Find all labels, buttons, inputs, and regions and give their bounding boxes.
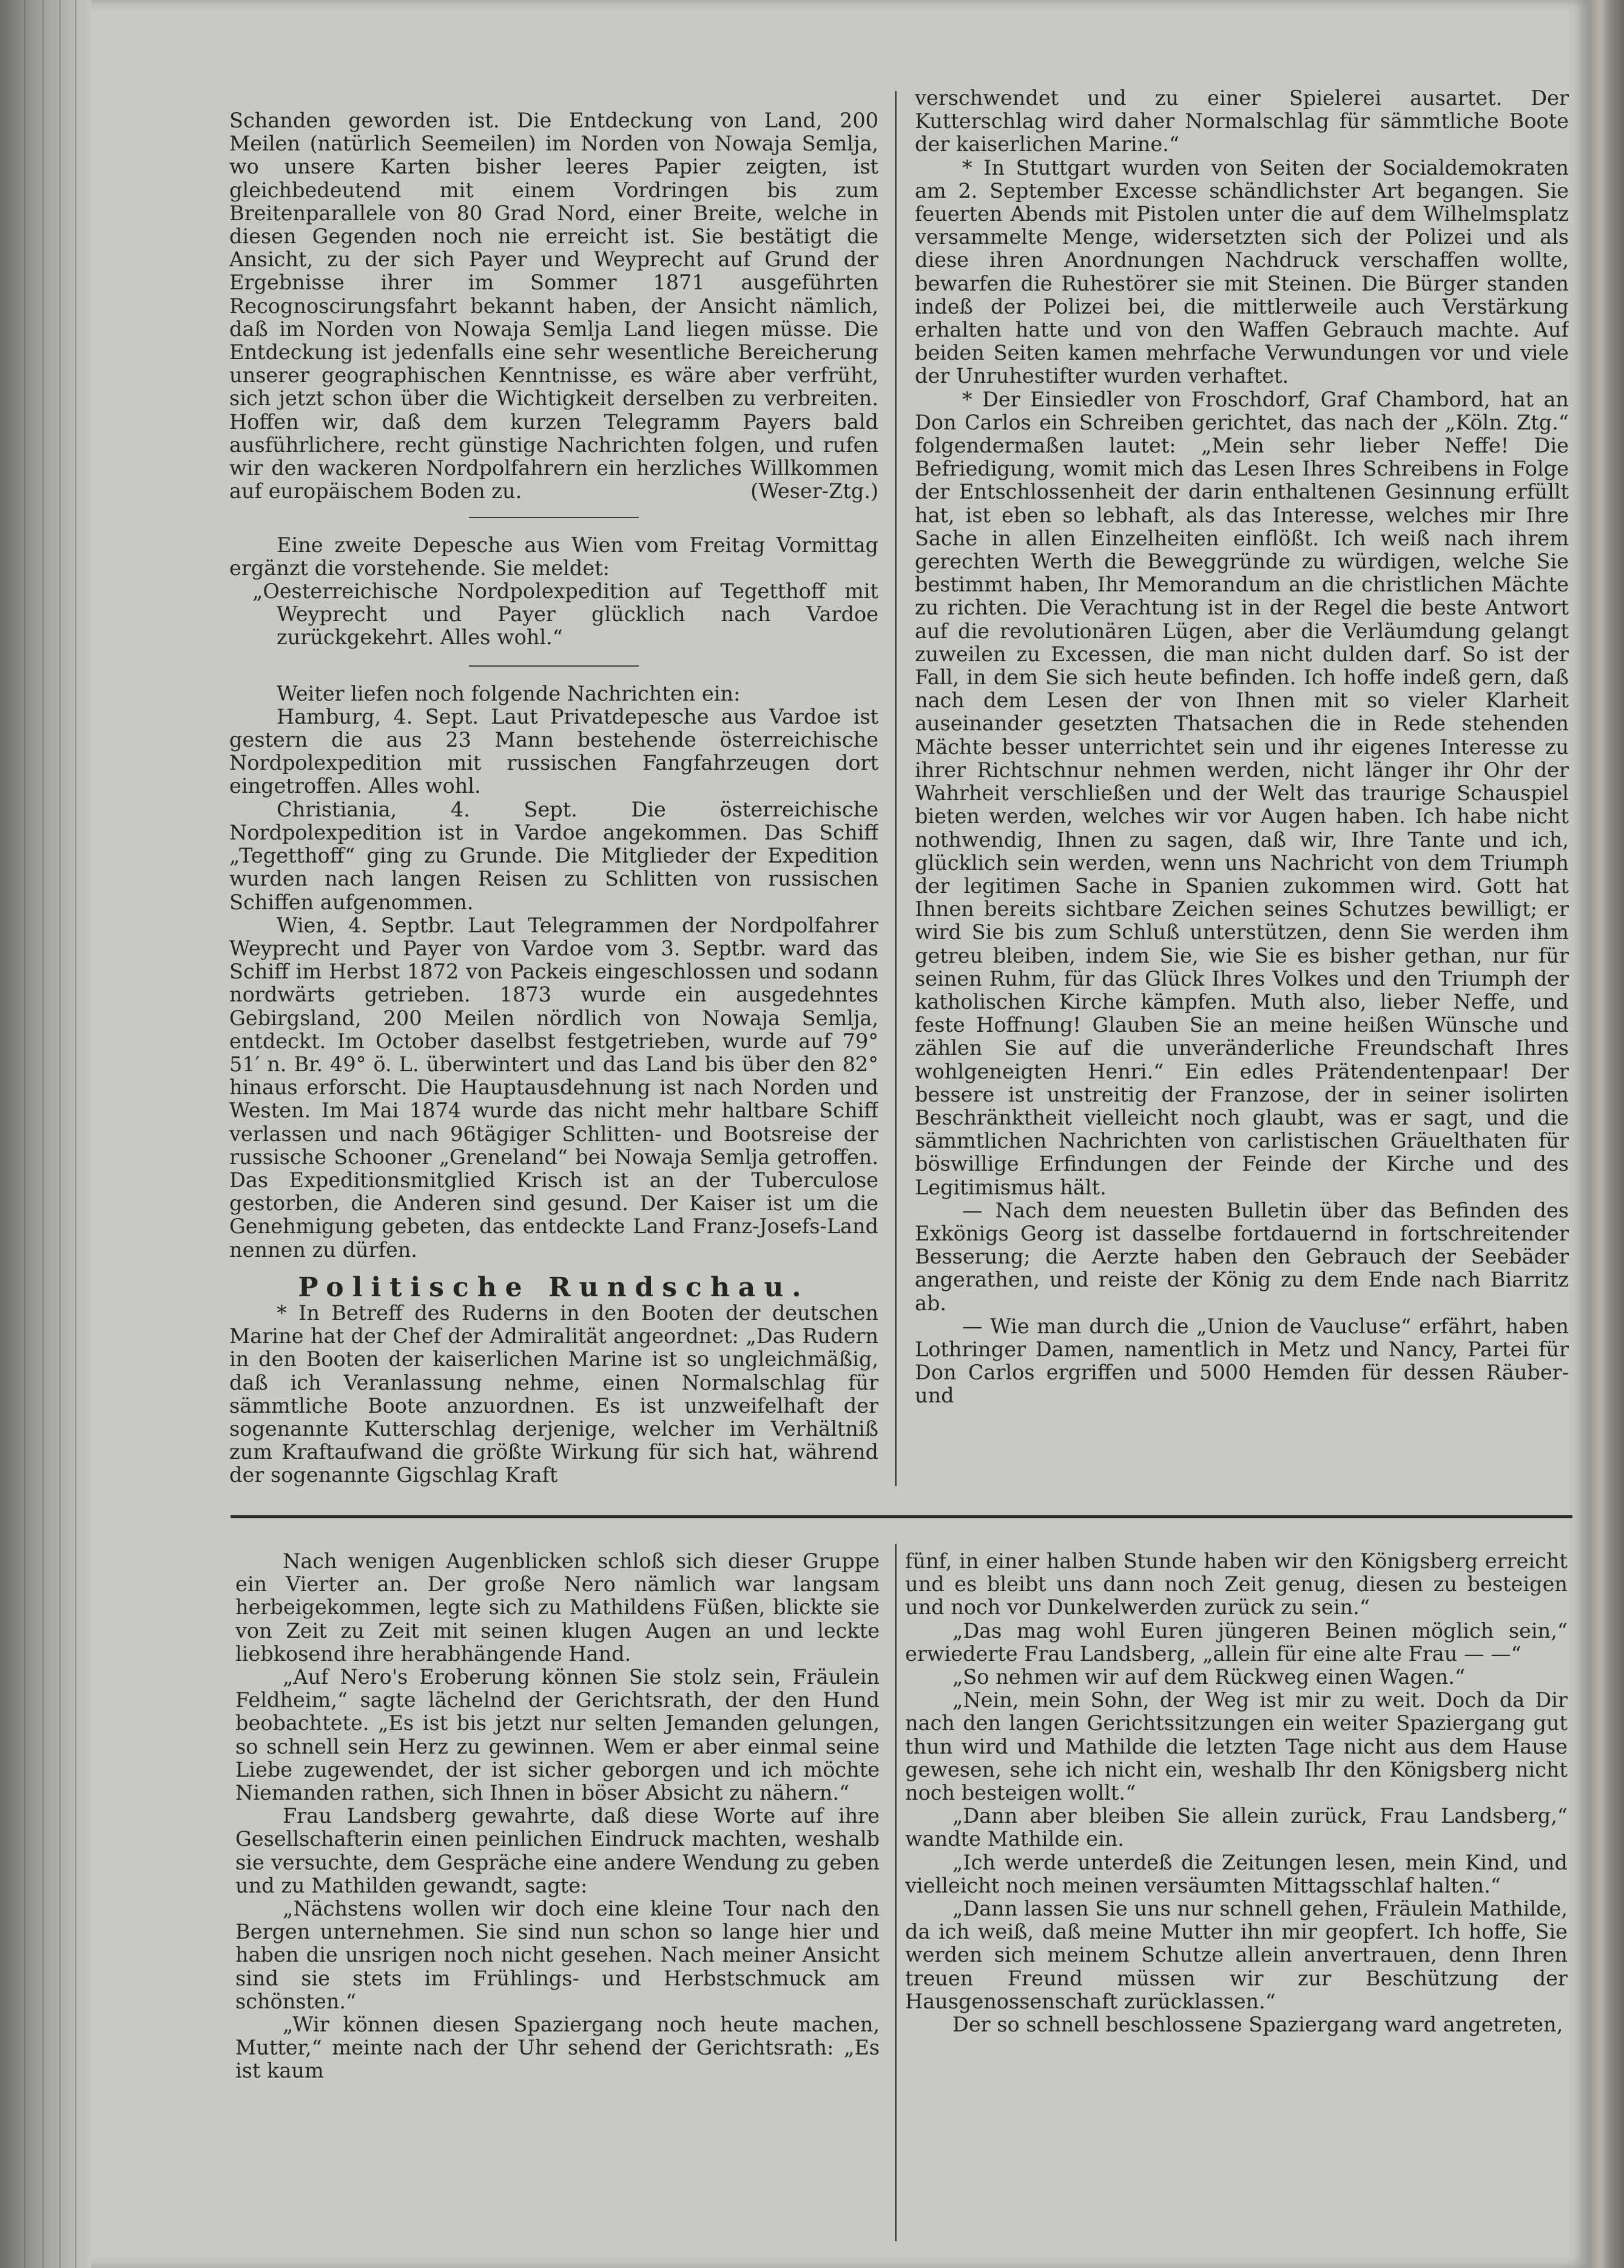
section-divider xyxy=(469,665,639,667)
book-spine-shadow xyxy=(0,0,91,2268)
column-rule xyxy=(895,91,897,1486)
article-paragraph: Weiter liefen noch folgende Nachrichten ein: xyxy=(277,681,741,705)
article-paragraph: — Wie man durch die „Union de Vaucluse“ erfährt, haben Lothringer Damen, namentlich in Metz und Nancy, Partei für Don Carlos ergriffen und 5000 Hemden für dessen Räuber- und xyxy=(915,1314,1569,1408)
source-attribution: (Weser-Ztg.) xyxy=(750,479,878,503)
dispatch-christiania: Christiania, 4. Sept. Die österreichische Nordpolexpedition ist in Vardoe angekommen. Das Schiff „Tegetthoff“ ging zu Grunde. Die Mitglieder der Expedition wurden nach langen Reisen zu Schlitten von russischen Schiffen aufgenommen. xyxy=(229,797,878,914)
story-paragraph: Nach wenigen Augenblicken schloß sich dieser Gruppe ein Vierter an. Der große Nero nämlich war langsam herbeigekommen, legte sich zu Mathildens Füßen, blickte sie von Zeit zu Zeit mit seinen klugen Augen an und leckte liebkosend ihre herabhängende Hand. xyxy=(235,1550,880,1666)
spine-line xyxy=(75,0,76,2268)
story-paragraph: „Auf Nero's Eroberung können Sie stolz sein, Fräulein Feldheim,“ sagte lächelnd der Gerichtsrath, der den Hund beobachtete. „Es ist bis jetzt nur selten Jemanden gelungen, so schnell sein Herz zu gewinnen. Wem er aber einmal seine Liebe zugewendet, der ist sicher geborgen und ich möchte Niemanden rathen, sich Ihnen in böser Absicht zu nähern.“ xyxy=(235,1665,880,1805)
article-paragraph: verschwendet und zu einer Spielerei ausartet. Der Kutterschlag wird daher Normalschlag für sämmtliche Boote der kaiserlichen Marine.“ xyxy=(915,87,1569,156)
column-rule xyxy=(895,1544,897,2241)
story-paragraph: „Nächstens wollen wir doch eine kleine Tour nach den Bergen unternehmen. Sie sind nun schon so lange hier und haben die unsrigen noch nicht gesehen. Nach meiner Ansicht sind sie stets im Frühlings- und Herbstschmuck am schönsten.“ xyxy=(235,1897,880,2013)
spine-line xyxy=(24,0,25,2268)
story-paragraph: „So nehmen wir auf dem Rückweg einen Wagen.“ xyxy=(952,1665,1465,1689)
dispatch-wien: Wien, 4. Septbr. Laut Telegrammen der Nordpolfahrer Weyprecht und Payer von Vardoe vom 3. Septbr. ward das Schiff im Herbst 1872 von Packeis eingeschlossen und sodann nordwärts getrieben. 1873 wurde ein ausgedehntes Gebirgsland, 200 Meilen nördlich von Nowaja Semlja, entdeckt. Im October daselbst festgetrieben, wurde auf 79° 51′ n. Br. 49° ö. L. überwintert und das Land bis über den 82° hinaus erforscht. Die Hauptausdehnung ist nach Norden und Westen. Im Mai 1874 wurde das nicht mehr haltbare Schiff verlassen und nach 96tägiger Schlitten- und Bootsreise der russische Schooner „Greneland“ bei Nowaja Semlja getroffen. Das Expeditionsmitglied Krisch ist an der Tuberculose gestorben, die Anderen sind gesund. Der Kaiser ist um die Genehmigung gebeten, das entdeckte Land Franz-Josefs-Land nennen zu dürfen. xyxy=(229,913,878,1262)
story-paragraph: „Dann lassen Sie uns nur schnell gehen, Fräulein Mathilde, da ich weiß, daß meine Mutter ihn mir geopfert. Ich hoffe, Sie werden sich meinem Schutze allein anvertrauen, denn Ihren treuen Freund müssen wir zur Beschützung der Hausgenossenschaft zurücklassen.“ xyxy=(905,1897,1568,2013)
story-paragraph: „Nein, mein Sohn, der Weg ist mir zu weit. Doch da Dir nach den langen Gerichtssitzungen ein weiter Spaziergang gut thun wird und Mathilde die letzten Tage nicht aus dem Hause gewesen, sehe ich nicht ein, weshalb Ihr den Königsberg nicht noch besteigen wollt.“ xyxy=(905,1688,1568,1805)
article-paragraph: — Nach dem neuesten Bulletin über das Befinden des Exkönigs Georg ist dasselbe fortdauernd in fortschreitender Besserung; die Aerzte haben den Gebrauch der Seebäder angerathen, und reiste der König zu dem Ende nach Biarritz ab. xyxy=(915,1198,1569,1315)
upper-right-column xyxy=(915,87,1569,1408)
spine-line xyxy=(59,0,61,2268)
section-heading: Politische Rundschau. xyxy=(298,1271,810,1303)
story-paragraph: „Dann aber bleiben Sie allein zurück, Frau Landsberg,“ wandte Mathilde ein. xyxy=(905,1804,1568,1851)
feuilleton-divider xyxy=(231,1515,1572,1518)
story-paragraph: „Ich werde unterdeß die Zeitungen lesen, mein Kind, und vielleicht noch meinen versäumten Mittagsschlaf halten.“ xyxy=(905,1850,1568,1897)
lower-left-column xyxy=(235,1550,880,2083)
dispatch-hamburg: Hamburg, 4. Sept. Laut Privatdepesche aus Vardoe ist gestern die aus 23 Mann bestehende österreichische Nordpolexpedition mit russischen Fangfahrzeugen dort eingetroffen. Alles wohl. xyxy=(229,704,878,798)
page-edge xyxy=(1589,0,1624,2268)
article-paragraph: * In Betreff des Ruderns in den Booten der deutschen Marine hat der Chef der Admiralität angeordnet: „Das Rudern in den Booten der kaiserlichen Marine ist so ungleichmäßig, daß ich Veranlassung nehme, einen Normalschlag für sämmtliche Boote anzuordnen. Es ist unzweifelhaft der sogenannte Kutterschlag derjenige, welcher im Verhältniß zum Kraftaufwand die größte Wirkung für sich hat, während der sogenannte Gigschlag Kraft xyxy=(229,1301,878,1487)
spine-line xyxy=(42,0,44,2268)
article-paragraph: * Der Einsiedler von Froschdorf, Graf Chambord, hat an Don Carlos ein Schreiben gerichtet, das nach der „Köln. Ztg.“ folgendermaßen lautet: „Mein sehr lieber Neffe! Die Befriedigung, womit mich das Lesen Ihres Schreibens in Folge der Entschlossenheit der darin enthaltenen Gesinnung erfüllt hat, ist eben so lebhaft, als das Interesse, welches mir Ihre Sache in allen Einzelheiten einflößt. Ich weiß nach ihrem gerechten Werth die Beweggründe zu würdigen, welche Sie bestimmt haben, Ihr Memorandum an die christlichen Mächte zu richten. Die Verachtung ist in der Regel die beste Antwort auf die revolutionären Lügen, aber die Verläumdung gelangt zuweilen zu Excessen, die man nicht dulden darf. So ist der Fall, in dem Sie sich heute befinden. Ich hoffe indeß gern, daß nach dem Lesen der von Ihnen mit so vieler Klarheit auseinander gesetzten Thatsachen die in Rede stehenden Mächte besser unterrichtet sein und ihr eigenes Interesse zu ihrer Richtschnur nehmen werden, nicht länger ihr Ohr der Wahrheit verschließen und der Welt das traurige Schauspiel bieten werden, welches wir vor Augen haben. Ich habe nicht nothwendig, Ihnen zu sagen, daß wir, Ihre Tante und ich, glücklich sein werden, wenn uns Nachricht von dem Triumph der legitimen Sache in Spanien zukommen wird. Gott hat Ihnen bereits sichtbare Zeichen seines Schutzes bewilligt; er wird Sie bis zum Schluß unterstützen, denn Sie werden ihm getreu bleiben, indem Sie, wie Sie es bisher gethan, nur für seinen Ruhm, für das Glück Ihres Volkes und den Triumph der katholischen Kirche kämpfen. Muth also, lieber Neffe, und feste Hoffnung! Glauben Sie an meine heißen Wünsche und zählen Sie auf die unveränderliche Freundschaft Ihres wohlgeneigten Henri.“ Ein edles Prätendentenpaar! Der bessere ist unstreitig der Franzose, der in seiner isolirten Beschränktheit vielleicht noch glaubt, was er sagt, und die sämmtlichen Nachrichten von carlistischen Gräuelthaten für böswillige Erfindungen der Feinde der Kirche und des Legitimismus hält. xyxy=(915,387,1569,1199)
article-paragraph: Schanden geworden ist. Die Entdeckung von Land, 200 Meilen (natürlich Seemeilen) im Norden von Nowaja Semlja, wo unsere Karten bisher leeres Papier zeigten, ist gleichbedeutend mit einem Vordringen bis zum Breitenparallele von 80 Grad Nord, einer Breite, welche in diesen Gegenden noch nie erreicht ist. Sie bestätigt die Ansicht, zu der sich Payer und Weyprecht auf Grund der Ergebnisse ihrer im Sommer 1871 ausgeführten Recognoscirungsfahrt bekannt haben, der Ansicht nämlich, daß im Norden von Nowaja Semlja Land liegen müsse. Die Entdeckung ist jedenfalls eine sehr wesentliche Bereicherung unserer geographischen Kenntnisse, es wäre aber verfrüht, sich jetzt schon über die Wichtigkeit derselben zu verbreiten. Hoffen wir, daß dem kurzen Telegramm Payers bald ausführlichere, recht günstige Nachrichten folgen, und rufen wir den wackeren Nordpolfahrern ein herzliches Willkommen auf europäischem Boden zu. xyxy=(229,109,878,503)
section-divider xyxy=(469,517,639,518)
article-paragraph: * In Stuttgart wurden von Seiten der Socialdemokraten am 2. September Excesse schändlichster Art begangen. Sie feuerten Abends mit Pistolen unter die auf dem Wilhelmsplatz versammelte Menge, widersetzten sich der Polizei und als diese ihren Anordnungen Nachdruck verschaffen wollte, bewarfen die Ruhestörer sie mit Steinen. Die Bürger standen indeß der Polizei bei, die mittlerweile auch Verstärkung erhalten hatte und von den Waffen Gebrauch machte. Auf beiden Seiten kamen mehrfache Verwundungen vor und viele der Unruhestifter wurden verhaftet. xyxy=(915,155,1569,388)
story-paragraph: Der so schnell beschlossene Spaziergang ward angetreten, xyxy=(952,2013,1563,2037)
article-paragraph: Eine zweite Depesche aus Wien vom Freitag Vormittag ergänzt die vorstehende. Sie meldet: xyxy=(229,533,878,580)
story-paragraph: „Das mag wohl Euren jüngeren Beinen möglich sein,“ erwiederte Frau Landsberg, „allein für eine alte Frau — —“ xyxy=(905,1618,1568,1666)
telegram-quote: „Oesterreichische Nordpolexpedition auf Tegetthoff mit Weyprecht und Payer glücklich nach Vardoe zurückgekehrt. Alles wohl.“ xyxy=(252,579,878,650)
upper-left-column xyxy=(229,109,878,1487)
story-paragraph: Frau Landsberg gewahrte, daß diese Worte auf ihre Gesellschafterin einen peinlichen Eindruck machten, weshalb sie versuchte, dem Gespräche eine andere Wendung zu geben und zu Mathilden gewandt, sagte: xyxy=(235,1804,880,1897)
lower-right-column xyxy=(905,1550,1568,2036)
story-paragraph: fünf, in einer halben Stunde haben wir den Königsberg erreicht und es bleibt uns dann noch Zeit genug, diesen zu besteigen und noch vor Dunkelwerden zurück zu sein.“ xyxy=(905,1550,1568,1620)
story-paragraph: „Wir können diesen Spaziergang noch heute machen, Mutter,“ meinte nach der Uhr sehend der Gerichtsrath: „Es ist kaum xyxy=(235,2013,880,2083)
